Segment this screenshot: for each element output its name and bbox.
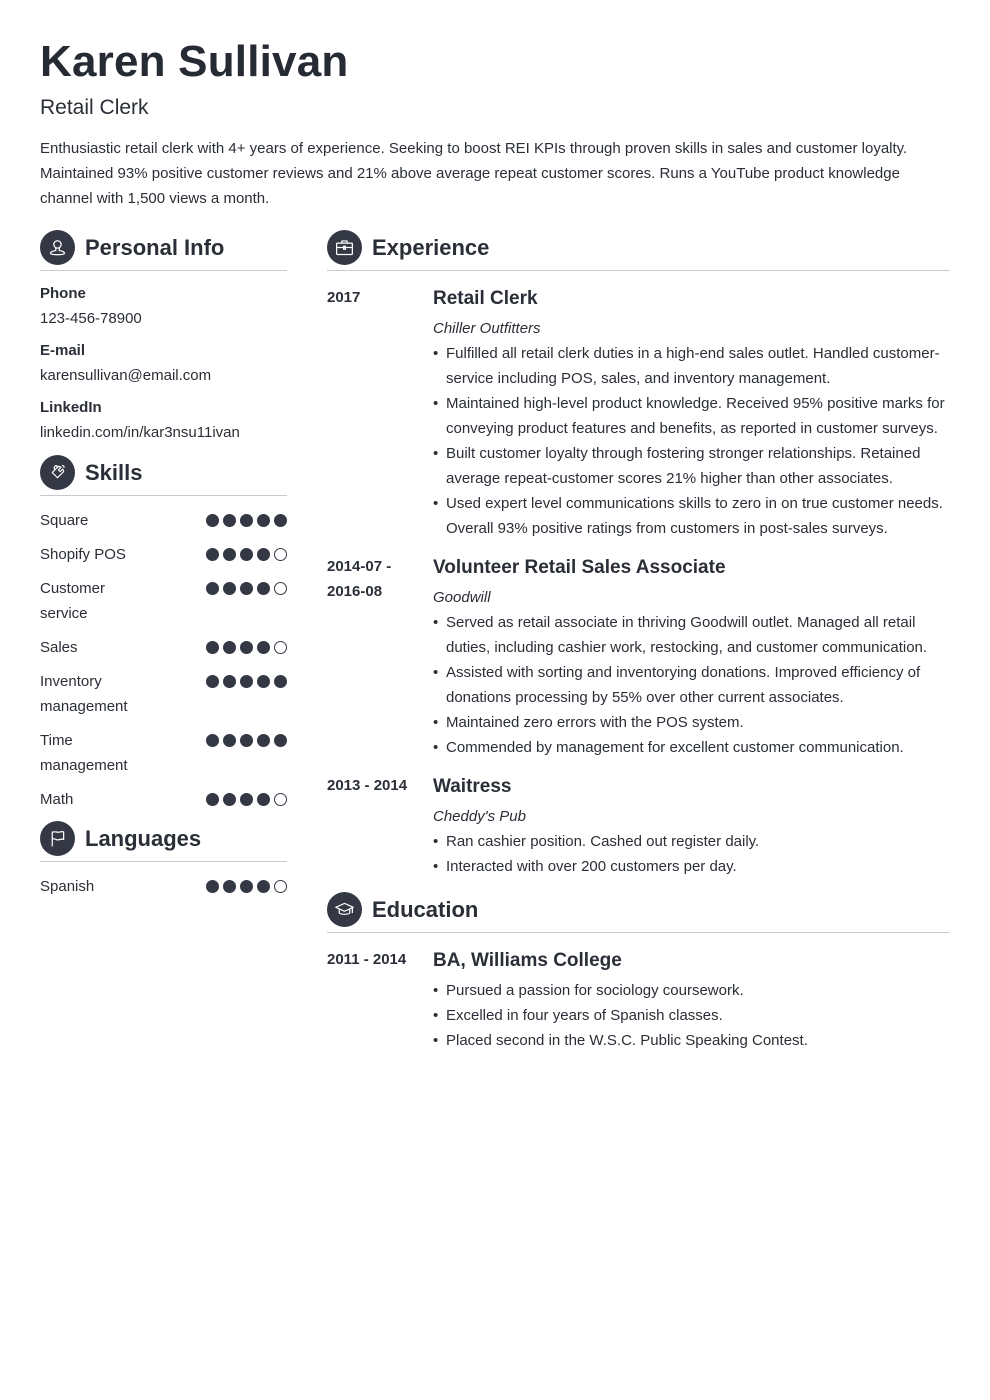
skill-row [40, 542, 287, 567]
education-entry [327, 947, 950, 1053]
rating-dot-filled [206, 793, 219, 806]
summary-text: Enthusiastic retail clerk with 4+ years of experience. Seeking to boost REI KPIs through proven skills in sales and customer loyalty. Maintained 93% positive customer reviews and 21% above average repeat customer scores. Runs a YouTube product knowledge channel with 1,500 views a month. [40, 140, 908, 207]
tools-icon [40, 455, 75, 490]
experience-entry [327, 554, 950, 760]
entry-date: 2011 - 2014 [327, 951, 407, 968]
email-value: karensullivan@email.com [40, 367, 212, 384]
rating-dots [206, 582, 287, 595]
rating-dot-filled [240, 582, 253, 595]
entry-title: BA, Williams College [433, 950, 622, 971]
bullet-item: • Ran cashier position. Cashed out register daily. [433, 829, 950, 854]
education-section [327, 892, 950, 1053]
skill-name: Customer service [40, 580, 106, 622]
language-row [40, 874, 287, 899]
skill-name: Shopify POS [40, 546, 126, 563]
skill-row [40, 728, 287, 778]
rating-dot-filled [257, 793, 270, 806]
rating-dots [206, 641, 287, 654]
bullet-item: • Used expert level communications skills to zero in on true customer needs. Overall 93% positive ratings from customers in post-sales surveys. [433, 491, 950, 541]
bullet-item: • Placed second in the W.S.C. Public Speaking Contest. [433, 1028, 950, 1053]
bullet-item: • Excelled in four years of Spanish classes. [433, 1003, 950, 1028]
skill-list [40, 508, 287, 812]
rating-dot-filled [240, 734, 253, 747]
language-list [40, 874, 287, 899]
bullet-list [433, 978, 950, 1053]
person-icon [40, 230, 75, 265]
left-column [40, 230, 287, 908]
bullet-list [433, 610, 950, 760]
rating-dot-filled [223, 548, 236, 561]
rating-dot-filled [257, 880, 270, 893]
entry-title: Waitress [433, 776, 512, 797]
bullet-list [433, 341, 950, 541]
skill-name: Sales [40, 639, 78, 656]
rating-dot-filled [223, 793, 236, 806]
rating-dot-filled [240, 514, 253, 527]
rating-dot-filled [240, 793, 253, 806]
entry-body [433, 947, 950, 1053]
right-column [327, 230, 950, 1066]
skill-row [40, 787, 287, 812]
languages-section [40, 821, 287, 899]
experience-section [327, 230, 950, 879]
phone-value: 123-456-78900 [40, 310, 142, 327]
rating-dot-filled [223, 641, 236, 654]
bullet-item: • Pursued a passion for sociology coursework. [433, 978, 950, 1003]
rating-dot-filled [206, 548, 219, 561]
rating-dot-filled [257, 641, 270, 654]
bullet-item: • Served as retail associate in thriving Goodwill outlet. Managed all retail duties, including cashier work, restocking, and customer communication. [433, 610, 950, 660]
personal-info-section [40, 230, 287, 442]
personal-info-heading [40, 230, 287, 271]
rating-dots [206, 675, 287, 688]
rating-dot-filled [257, 675, 270, 688]
bullet-item: • Built customer loyalty through fostering stronger relationships. Retained average repeat-customer scores 21% higher than other associates. [433, 441, 950, 491]
bullet-item: • Maintained high-level product knowledge. Received 95% positive marks for conveying product features and benefits, as reported in customer surveys. [433, 391, 950, 441]
skill-row [40, 576, 287, 626]
entry-body [433, 554, 950, 760]
rating-dot-filled [240, 641, 253, 654]
skill-name: Time management [40, 732, 128, 774]
rating-dot-filled [206, 675, 219, 688]
skill-name: Math [40, 791, 74, 808]
rating-dot-filled [206, 734, 219, 747]
rating-dots [206, 793, 287, 806]
entry-company: Goodwill [433, 589, 491, 606]
rating-dots [206, 880, 287, 893]
skill-row [40, 635, 287, 660]
section-title: Personal Info [85, 235, 225, 260]
linkedin-label: LinkedIn [40, 399, 102, 416]
section-title: Experience [372, 235, 490, 260]
section-title: Education [372, 897, 479, 922]
rating-dot-filled [257, 734, 270, 747]
email-label: E-mail [40, 342, 86, 359]
entry-title: Volunteer Retail Sales Associate [433, 557, 726, 578]
entry-body [433, 285, 950, 541]
bullet-item: • Assisted with sorting and inventorying donations. Improved efficiency of donations processing by 55% over other current associates. [433, 660, 950, 710]
experience-list [327, 285, 950, 879]
rating-dot-filled [206, 582, 219, 595]
rating-dot-filled [223, 514, 236, 527]
rating-dot-filled [206, 641, 219, 654]
entry-date: 2017 [327, 289, 361, 306]
rating-dot-filled [240, 548, 253, 561]
rating-dots [206, 734, 287, 747]
bullet-item: • Fulfilled all retail clerk duties in a high-end sales outlet. Handled customer-service including POS, sales, and inventory management. [433, 341, 950, 391]
entry-body [433, 773, 950, 879]
skills-heading [40, 455, 287, 496]
education-list [327, 947, 950, 1053]
section-title: Skills [85, 460, 143, 485]
entry-company: Chiller Outfitters [433, 320, 541, 337]
rating-dot-filled [274, 675, 287, 688]
candidate-name: Karen Sullivan [40, 37, 349, 86]
entry-title: Retail Clerk [433, 288, 538, 309]
skill-name: Square [40, 512, 89, 529]
job-title: Retail Clerk [40, 96, 149, 119]
rating-dot-filled [257, 514, 270, 527]
phone-label: Phone [40, 285, 86, 302]
experience-entry [327, 773, 950, 879]
rating-dot-filled [223, 734, 236, 747]
skills-section [40, 455, 287, 812]
rating-dot-filled [240, 880, 253, 893]
rating-dot-filled [223, 880, 236, 893]
rating-dot-filled [240, 675, 253, 688]
rating-dot-filled [206, 880, 219, 893]
rating-dot-filled [223, 582, 236, 595]
entry-date: 2014-07 - 2016-08 [327, 558, 392, 600]
skill-row [40, 669, 287, 719]
bullet-item: • Commended by management for excellent customer communication. [433, 735, 950, 760]
section-title: Languages [85, 826, 202, 851]
entry-date: 2013 - 2014 [327, 777, 408, 794]
experience-entry [327, 285, 950, 541]
rating-dot-empty [274, 793, 287, 806]
bullet-list [433, 829, 950, 879]
rating-dot-filled [274, 734, 287, 747]
briefcase-icon [327, 230, 362, 265]
bullet-item: • Maintained zero errors with the POS system. [433, 710, 950, 735]
education-heading [327, 892, 950, 933]
rating-dot-filled [257, 548, 270, 561]
rating-dot-filled [223, 675, 236, 688]
rating-dot-empty [274, 880, 287, 893]
rating-dots [206, 514, 287, 527]
languages-heading [40, 821, 287, 862]
rating-dots [206, 548, 287, 561]
rating-dot-filled [206, 514, 219, 527]
experience-heading [327, 230, 950, 271]
rating-dot-filled [274, 514, 287, 527]
skill-row [40, 508, 287, 533]
rating-dot-empty [274, 548, 287, 561]
rating-dot-empty [274, 641, 287, 654]
skill-name: Inventory management [40, 673, 128, 715]
flag-icon [40, 821, 75, 856]
rating-dot-empty [274, 582, 287, 595]
language-name: Spanish [40, 878, 95, 895]
rating-dot-filled [257, 582, 270, 595]
linkedin-value: linkedin.com/in/kar3nsu11ivan [40, 424, 240, 441]
resume-header [40, 36, 950, 211]
graduation-cap-icon [327, 892, 362, 927]
bullet-item: • Interacted with over 200 customers per day. [433, 854, 950, 879]
entry-company: Cheddy's Pub [433, 808, 526, 825]
